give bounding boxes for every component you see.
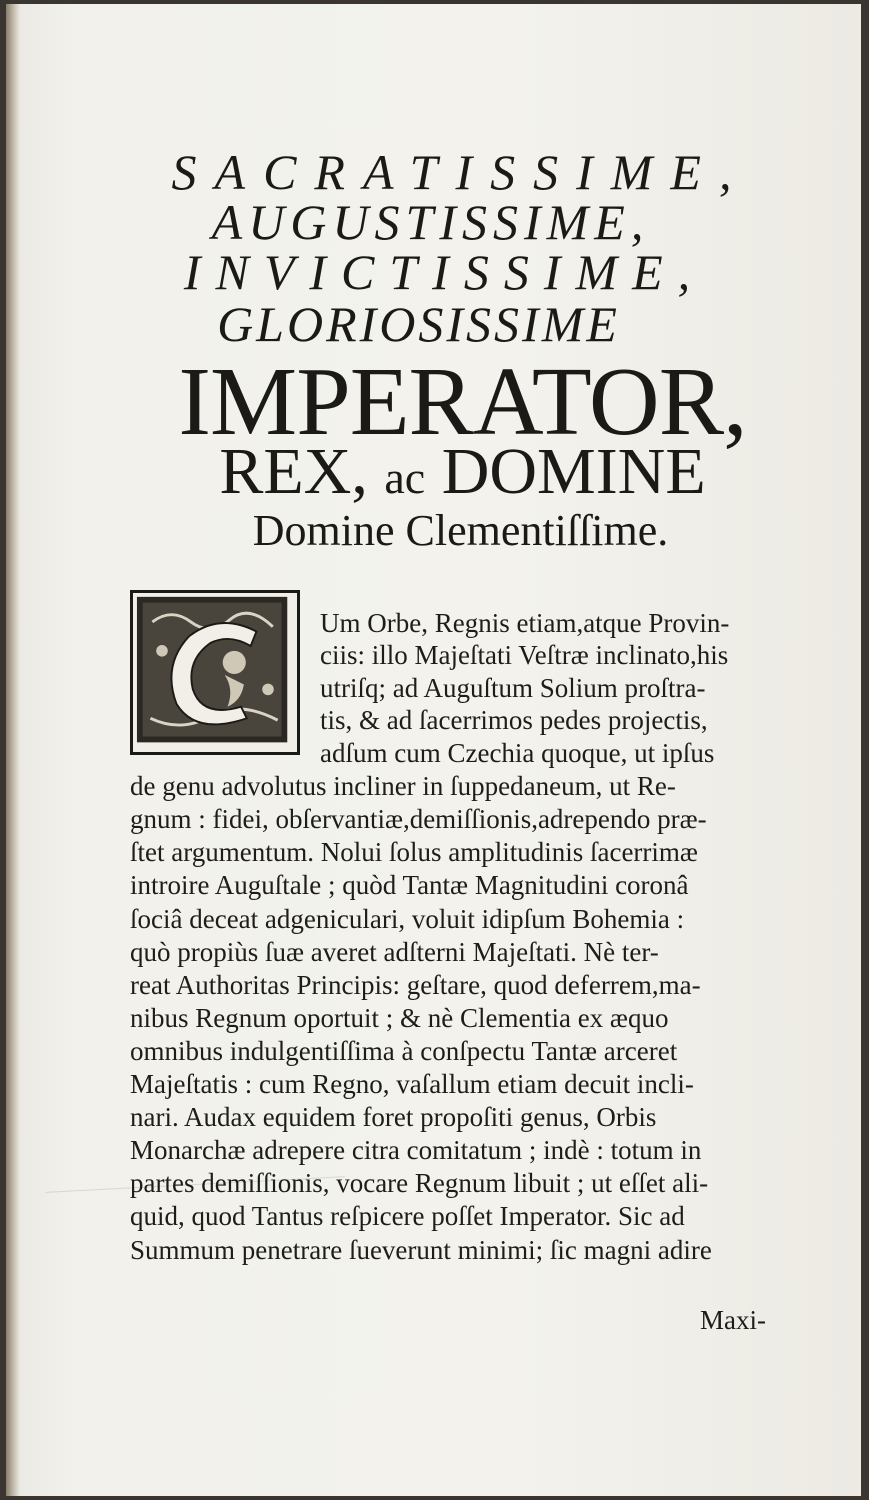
heading-domine-clementissime: Domine Clementiſſime. (252, 506, 669, 555)
heading-line-2: AUGUSTISSIME, (211, 194, 650, 250)
text-line: de genu advolutus incliner in ſuppedaneum, ut Re- (130, 771, 676, 801)
text-line: omnibus indulgentiſſima à conſpectu Tantæ arceret (130, 1036, 678, 1066)
text-line: Majeſtatis : cum Regno, vaſallum etiam decuit incli- (130, 1069, 694, 1099)
text-line: introire Auguſtale ; quòd Tantæ Magnitudini coronâ (130, 870, 689, 900)
text-line: Monarchæ adrepere citra comitatum ; indè : totum in (130, 1135, 702, 1165)
text-line: quid, quod Tantus reſpicere poſſet Imperator. Sic ad (130, 1201, 685, 1231)
ornamented-initial-icon (130, 590, 300, 755)
text-line: Um Orbe, Regnis etiam,atque Provin- (320, 608, 730, 638)
text-line: nibus Regnum oportuit ; & nè Clementia ex æquo (130, 1003, 669, 1033)
text-line: nari. Audax equidem foret propoſiti genus, Orbis (130, 1102, 657, 1132)
text-line: ſociâ deceat adgeniculari, voluit idipſum Bohemia : (130, 904, 685, 934)
heading-imperator: IMPERATOR, (178, 348, 747, 456)
text-line: tis, & ad ſacerrimos pedes projectis, (320, 705, 708, 735)
heading-domine: DOMINE (441, 435, 706, 508)
catchword: Maxi- (700, 1305, 766, 1335)
text-line: ſtet argumentum. Nolui ſolus amplitudinis ſacerrimæ (130, 837, 698, 867)
text-line: reat Authoritas Principis: geſtare, quod deferrem,ma- (130, 970, 701, 1000)
text-line: utriſq; ad Auguſtum Solium proſtra- (320, 673, 706, 703)
text-line: adſum cum Czechia quoque, ut ipſus (320, 738, 715, 768)
heading-line-4: GLORIOSISSIME (217, 296, 620, 352)
text-line: gnum : fidei, obſervantiæ,demiſſionis,adrependo præ- (130, 804, 707, 834)
text-line: partes demiſſionis, vocare Regnum libuit ; ut eſſet ali- (130, 1168, 709, 1198)
heading-line-3: INVICTISSIME, (183, 244, 706, 300)
drop-cap-illustration (133, 593, 297, 752)
text-line: quò propiùs ſuæ averet adſterni Majeſtati. Nè ter- (130, 937, 659, 967)
text-line: ciis: illo Majeſtati Veſtræ inclinato,his (320, 640, 729, 670)
heading-ac: ac (384, 452, 426, 503)
heading-line-1: SACRATISSIME, (171, 144, 750, 200)
heading-rex: REX, (219, 435, 368, 508)
text-line: Summum penetrare ſueverunt minimi; ſic magni adire (130, 1235, 712, 1265)
